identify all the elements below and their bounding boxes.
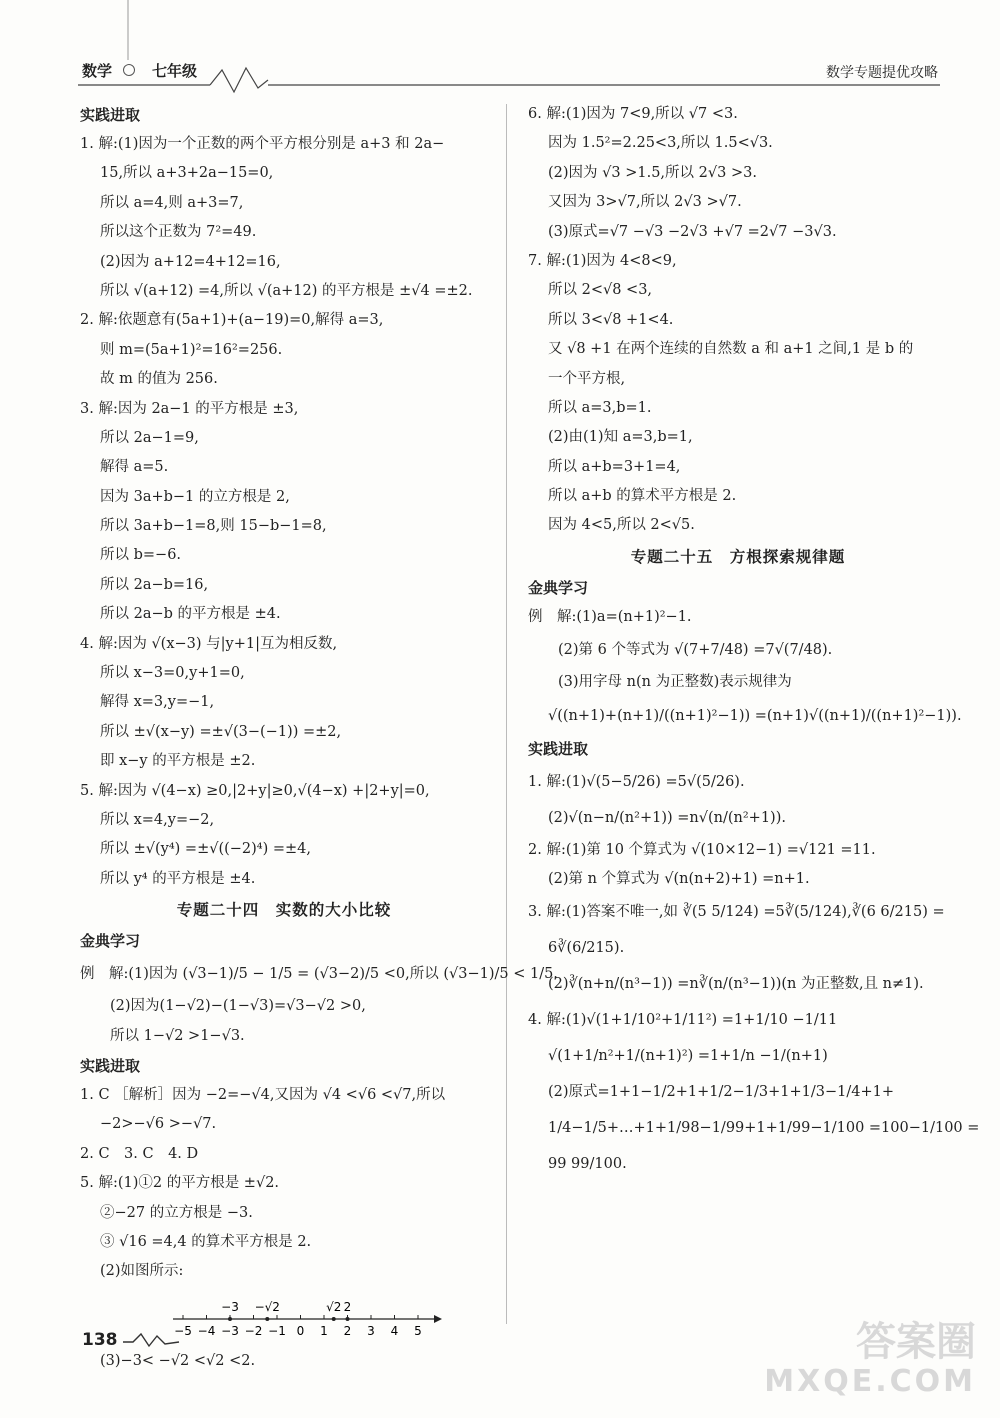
solution-line: 即 x−y 的平方根是 ±2. [100, 753, 256, 770]
footer-wave-icon [123, 1330, 183, 1350]
solution-line: 所以 ±√(y⁴) =±√((−2)⁴) =±4, [100, 841, 312, 858]
section-heading: 实践进取 [528, 739, 589, 758]
header-rule-icon [0, 0, 1000, 100]
solution-line: 因为 4<5,所以 2<√5. [548, 517, 695, 534]
watermark-line1: 答案圈 [856, 1319, 976, 1365]
number-line-tick-label: 0 [296, 1323, 305, 1338]
number-line-tick-label: −4 [197, 1323, 216, 1338]
solution-line: √((n+1)+(n+1)/((n+1)²−1)) =(n+1)√((n+1)/((n+1)²−1)). [548, 707, 962, 724]
solution-line: 3. 解:因为 2a−1 的平方根是 ±3, [80, 400, 299, 417]
watermark [764, 1319, 976, 1402]
solution-line: 所以 1−√2 >1−√3. [110, 1027, 245, 1044]
number-line-point-label: √2 [326, 1299, 342, 1314]
solution-line: 所以 x=4,y=−2, [100, 811, 215, 828]
column-divider [506, 104, 507, 1324]
solution-line: 则 m=(5a+1)²=16²=256. [100, 341, 283, 358]
number-line-tick-label: 1 [320, 1323, 328, 1338]
header-subject: 数学 [82, 62, 113, 80]
page-number: 138 [82, 1330, 118, 1350]
solution-line: (2)因为 √3 >1.5,所以 2√3 >3. [548, 164, 757, 181]
solution-line: 所以 x−3=0,y+1=0, [100, 665, 245, 682]
section-heading: 实践进取 [80, 1056, 141, 1075]
solution-line: (2)因为 a+12=4+12=16, [100, 253, 281, 270]
right-column [528, 100, 980, 1182]
solution-line: (2)第 n 个算式为 √(n(n+2)+1) =n+1. [548, 871, 810, 888]
solution-line: 所以 a=3,b=1. [548, 399, 652, 416]
page-footer [82, 1330, 183, 1350]
solution-line: 所以 b=−6. [100, 547, 182, 564]
number-line-point-label: −3 [221, 1299, 239, 1314]
solution-line: 所以 2<√8 <3, [548, 282, 653, 299]
solution-line: 解得 a=5. [100, 459, 169, 476]
solution-line: 1. 解:(1)因为一个正数的两个平方根分别是 a+3 和 2a− [80, 136, 445, 152]
solution-line: 例 解:(1)a=(n+1)²−1. [528, 608, 692, 625]
number-line-tick-label: 3 [367, 1323, 375, 1338]
solution-line: 4. 解:(1)√(1+1/10²+1/11²) =1+1/10 −1/11 [528, 1012, 838, 1029]
number-line-tick-label: −1 [268, 1323, 286, 1338]
number-line-point-label: −√2 [254, 1299, 280, 1314]
section-heading: 金典学习 [528, 578, 589, 597]
solution-line: 所以 3a+b−1=8,则 15−b−1=8, [100, 518, 327, 535]
solution-line: 5. 解:(1)①2 的平方根是 ±√2. [80, 1175, 280, 1192]
solution-line: 2. C 3. C 4. D [80, 1145, 199, 1162]
solution-line: 所以这个正数为 7²=49. [100, 224, 257, 241]
solution-line: 所以 2a−b=16, [100, 576, 209, 593]
page-header [0, 0, 1000, 90]
number-line-point [265, 1317, 269, 1321]
solution-line: 所以 2a−1=9, [100, 429, 199, 446]
section-heading: 实践进取 [80, 106, 141, 124]
number-line-point [346, 1317, 350, 1321]
solution-line: 所以 ±√(x−y) =±√(3−(−1)) =±2, [100, 723, 342, 740]
solution-line: 所以 2a−b 的平方根是 ±4. [100, 606, 281, 623]
solution-line: 所以 √(a+12) =4,所以 √(a+12) 的平方根是 ±√4 =±2. [100, 282, 473, 299]
solution-line: (2)因为(1−√2)−(1−√3)=√3−√2 >0, [110, 998, 366, 1015]
solution-line: 2. 解:依题意有(5a+1)+(a−19)=0,解得 a=3, [80, 312, 384, 329]
solution-line: 所以 a+b=3+1=4, [548, 458, 681, 475]
solution-line: 1. 解:(1)√(5−5/26) =5√(5/26). [528, 773, 745, 790]
solution-line: ③ √16 =4,4 的算术平方根是 2. [100, 1233, 312, 1250]
solution-line: (3)原式=√7 −√3 −2√3 +√7 =2√7 −3√3. [548, 223, 837, 240]
solution-line: ②−27 的立方根是 −3. [100, 1204, 253, 1221]
number-line-tick-label: 5 [414, 1323, 422, 1338]
solution-line: 3. 解:(1)答案不唯一,如 ∛(5 5/124) =5∛(5/124),∛(6 6/215) = [528, 904, 945, 921]
number-line-arrow-icon [434, 1315, 442, 1323]
solution-line: −2>−√6 >−√7. [100, 1116, 217, 1133]
solution-line: 6∛(6/215). [548, 940, 625, 957]
solution-line: 一个平方根, [548, 370, 626, 387]
solution-line: 4. 解:因为 √(x−3) 与|y+1|互为相反数, [80, 635, 338, 652]
solution-line: 所以 a+b 的算术平方根是 2. [548, 488, 737, 505]
number-line-tick-label: −3 [221, 1323, 239, 1338]
solution-line: 所以 a=4,则 a+3=7, [100, 194, 244, 211]
number-line-tick-label: 4 [390, 1323, 399, 1338]
solution-line: 所以 3<√8 +1<4. [548, 311, 674, 328]
number-line-point [228, 1317, 232, 1321]
solution-line: 2. 解:(1)第 10 个算式为 √(10×12−1) =√121 =11. [528, 841, 876, 858]
left-column [80, 100, 558, 1376]
watermark-line2: MXQE.COM [764, 1364, 976, 1399]
topic-title: 专题二十五 方根探索规律题 [630, 547, 846, 566]
solution-line: (2)由(1)知 a=3,b=1, [548, 429, 693, 446]
number-line-point-label: 2 [343, 1299, 352, 1314]
solution-line: (3)−3< −√2 <√2 <2. [100, 1352, 256, 1369]
solution-line: 因为 3a+b−1 的立方根是 2, [100, 488, 290, 505]
solution-line: 例 解:(1)因为 (√3−1)/5 − 1/5 = (√3−2)/5 <0,所以 (√3−1)/5 < 1/5. [80, 966, 558, 983]
number-line-tick-label: −5 [174, 1323, 192, 1338]
header-series-title: 数学专题提优攻略 [826, 65, 938, 81]
header-grade: 七年级 [152, 62, 198, 80]
topic-title: 专题二十四 实数的大小比较 [176, 901, 392, 920]
solution-line: 又因为 3>√7,所以 2√3 >√7. [548, 194, 742, 211]
solution-line: (3)用字母 n(n 为正整数)表示规律为 [558, 674, 792, 691]
solution-line: (2)√(n−n/(n²+1)) =n√(n/(n²+1)). [548, 809, 786, 826]
solution-line: 1/4−1/5+…+1+1/98−1/99+1+1/99−1/100 =100−1/100 = [548, 1120, 980, 1137]
solution-line: 99 99/100. [548, 1156, 627, 1173]
solution-line: √(1+1/n²+1/(n+1)²) =1+1/n −1/(n+1) [548, 1048, 828, 1065]
solution-line: 1. C ［解析］因为 −2=−√4,又因为 √4 <√6 <√7,所以 [80, 1086, 446, 1103]
solution-line: (2)第 6 个等式为 √(7+7/48) =7√(7/48). [558, 642, 833, 659]
solution-line: 又 √8 +1 在两个连续的自然数 a 和 a+1 之间,1 是 b 的 [548, 341, 914, 358]
solution-line: (2)∛(n+n/(n³−1)) =n∛(n/(n³−1))(n 为正整数,且 n≠1). [548, 976, 924, 993]
solution-line: 5. 解:因为 √(4−x) ≥0,|2+y|≥0,√(4−x) +|2+y|=0, [80, 782, 430, 799]
section-heading: 金典学习 [80, 932, 141, 951]
solution-line: 6. 解:(1)因为 7<9,所以 √7 <3. [528, 106, 738, 122]
number-line-tick-label: 2 [343, 1323, 352, 1338]
solution-line: 因为 1.5²=2.25<3,所以 1.5<√3. [548, 135, 773, 152]
number-line-tick-label: −2 [244, 1323, 263, 1338]
number-line-point [332, 1317, 336, 1321]
solution-line: 15,所以 a+3+2a−15=0, [100, 165, 274, 182]
solution-line: (2)原式=1+1−1/2+1+1/2−1/3+1+1/3−1/4+1+ [548, 1084, 894, 1101]
solution-line: 解得 x=3,y=−1, [100, 694, 215, 711]
solution-line: (2)如图所示: [100, 1263, 184, 1280]
solution-line: 故 m 的值为 256. [100, 371, 218, 388]
solution-line: 所以 y⁴ 的平方根是 ±4. [100, 870, 256, 887]
solution-line: 7. 解:(1)因为 4<8<9, [528, 252, 677, 269]
